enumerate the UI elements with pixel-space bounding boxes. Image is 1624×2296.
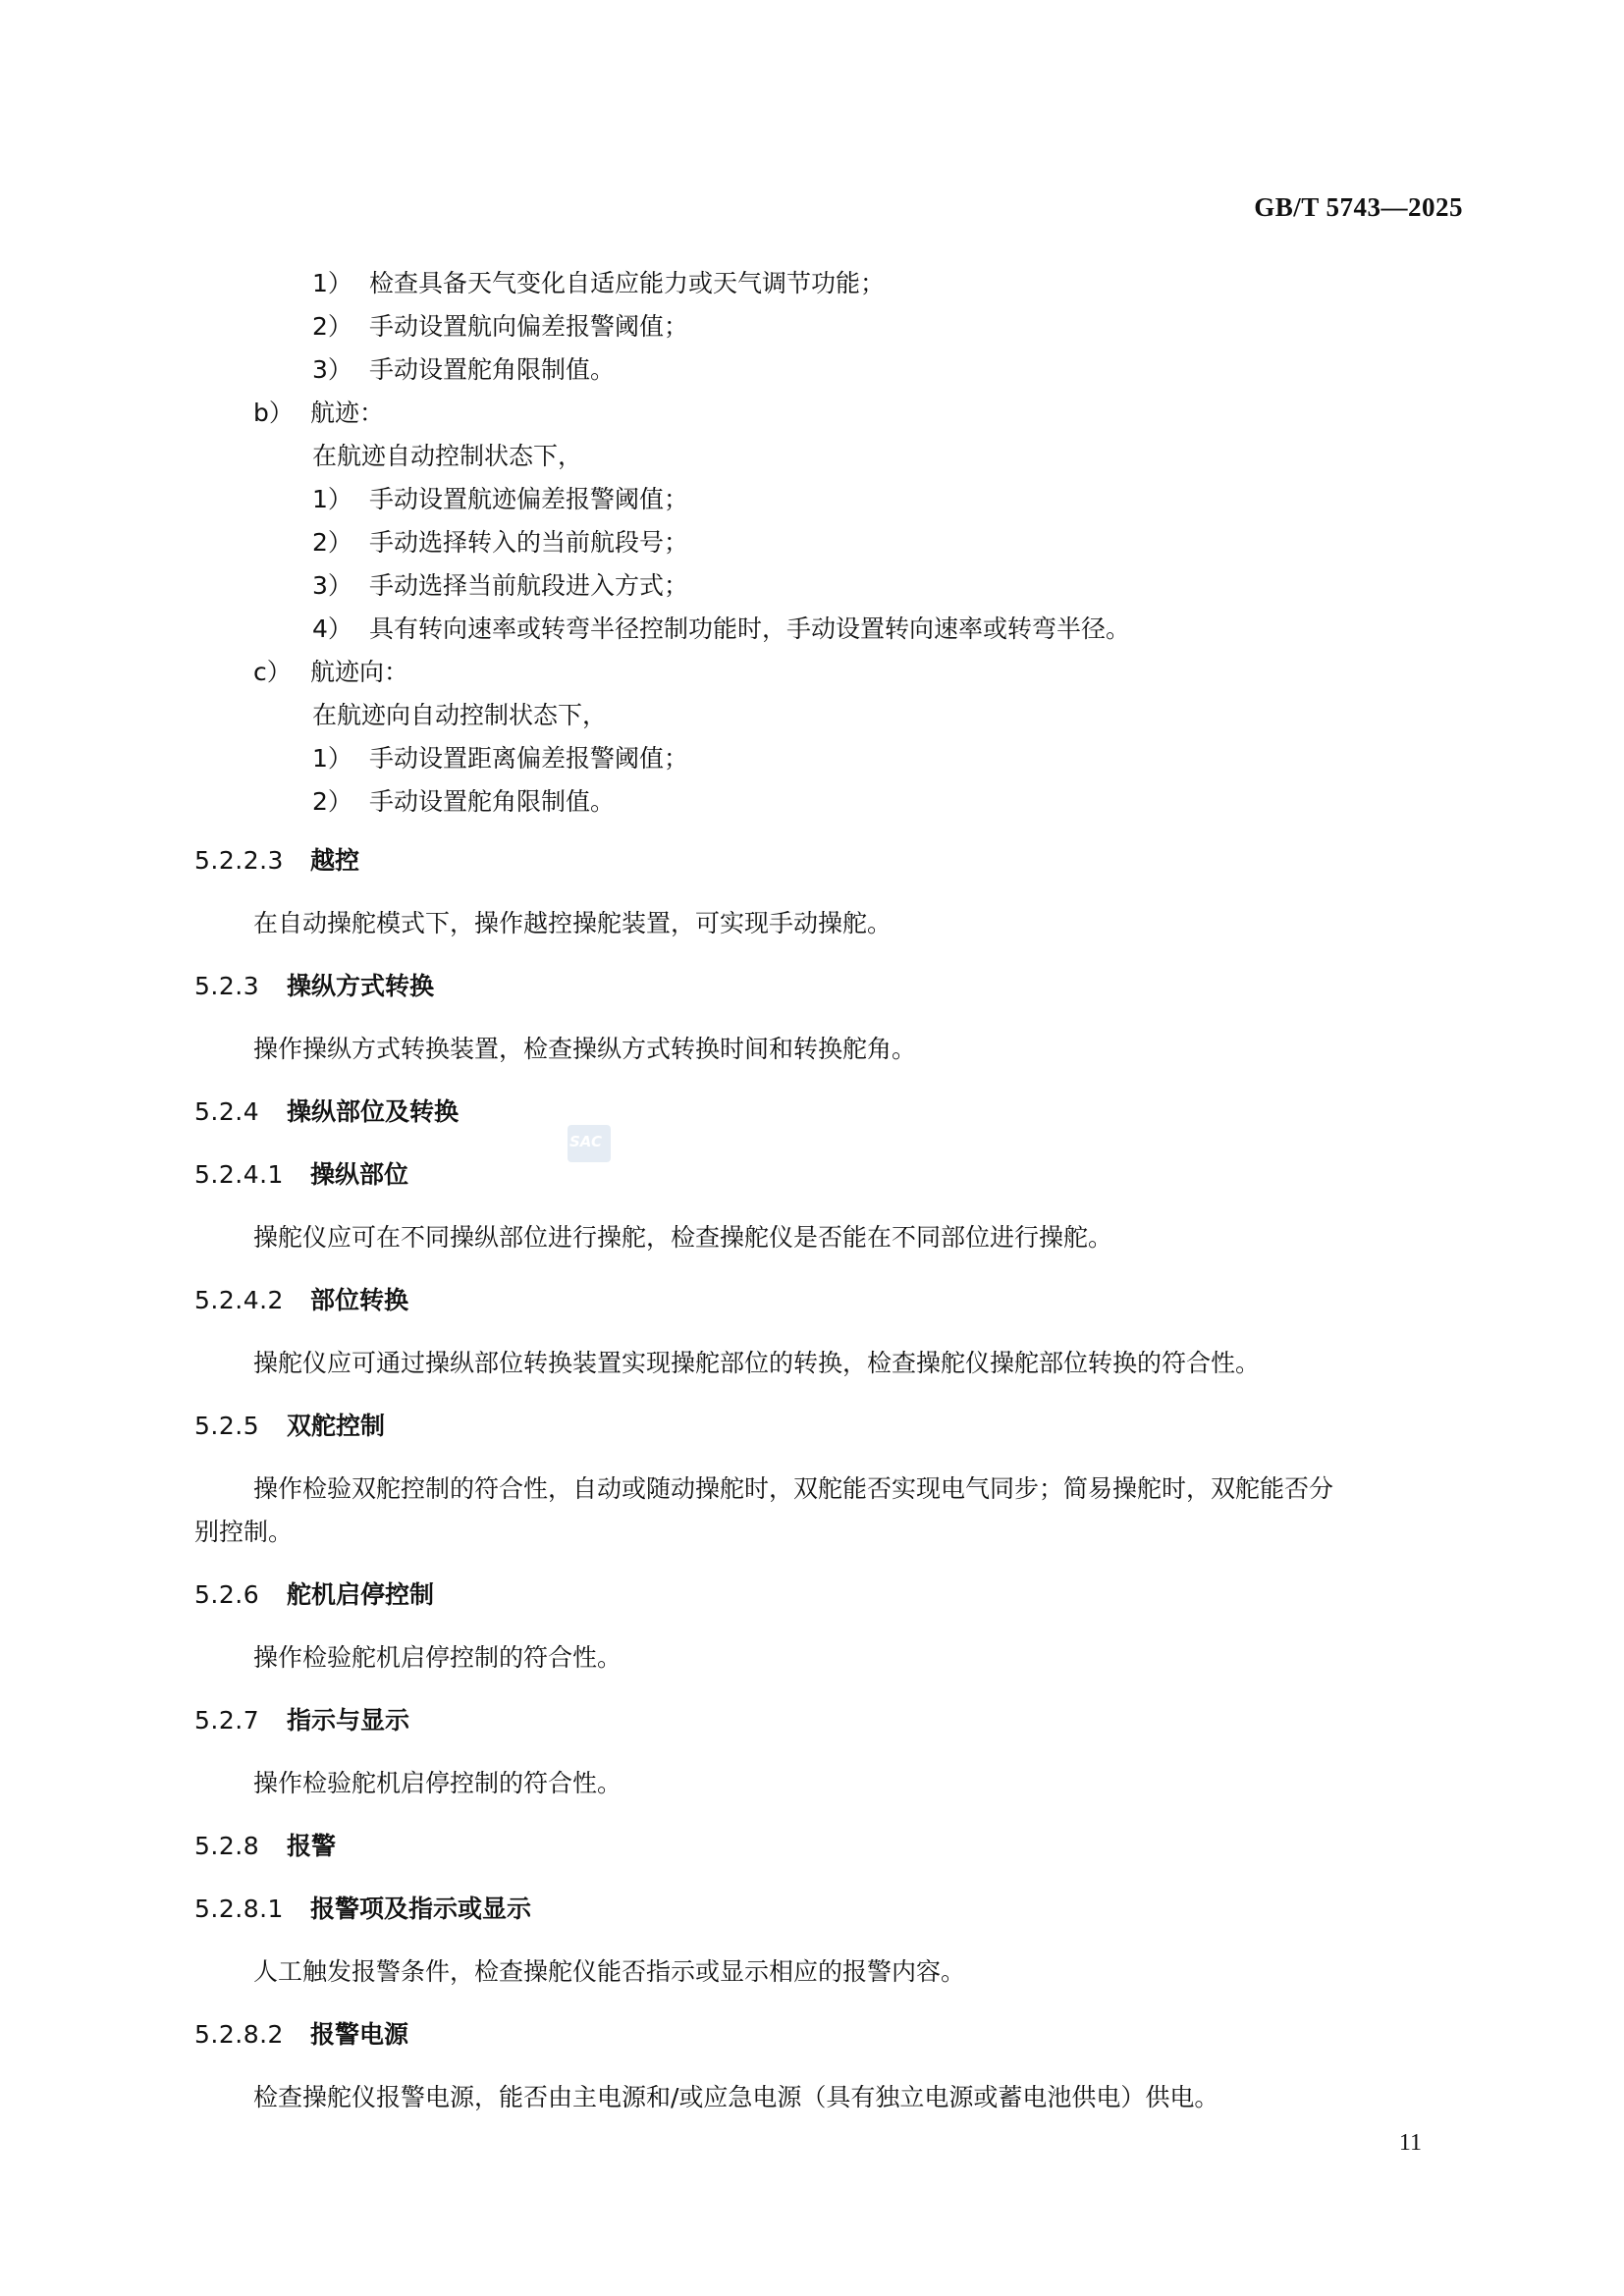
section-number: 5.2.5 — [194, 1412, 260, 1440]
section-title: 越控 — [310, 846, 360, 875]
item-number: 1） — [312, 485, 352, 513]
paragraph: 人工触发报警条件，检查操舵仪能否指示或显示相应的报警内容。 — [253, 1957, 966, 1986]
list-item — [312, 528, 688, 558]
item-text: 手动选择转入的当前航段号； — [369, 528, 689, 557]
item-text: 航迹向： — [310, 658, 409, 686]
item-text: 手动设置航向偏差报警阈值； — [369, 312, 689, 341]
paragraph: 操舵仪应可通过操纵部位转换装置实现操舵部位的转换，检查操舵仪操舵部位转换的符合性。 — [253, 1349, 1261, 1377]
list-item — [312, 355, 615, 385]
paragraph: 操舵仪应可在不同操纵部位进行操舵，检查操舵仪是否能在不同部位进行操舵。 — [253, 1223, 1113, 1252]
item-number: 2） — [312, 528, 352, 557]
item-number: b） — [253, 399, 294, 427]
item-number: 1） — [312, 269, 352, 297]
section-title: 操纵部位 — [310, 1160, 409, 1189]
section-heading — [194, 1580, 434, 1610]
item-text: 手动设置距离偏差报警阈值； — [369, 744, 689, 773]
list-item — [312, 485, 688, 514]
section-heading — [194, 1412, 385, 1441]
section-number: 5.2.8.2 — [194, 2020, 284, 2049]
section-heading — [194, 1097, 459, 1127]
item-number: 2） — [312, 787, 352, 816]
item-text: 航迹： — [310, 399, 385, 427]
section-title: 指示与显示 — [287, 1706, 410, 1735]
page-number: 11 — [1398, 2130, 1422, 2156]
section-heading — [194, 846, 359, 876]
section-number: 5.2.6 — [194, 1580, 260, 1609]
section-title: 舵机启停控制 — [287, 1580, 435, 1609]
section-title: 报警项及指示或显示 — [310, 1895, 532, 1923]
section-number: 5.2.3 — [194, 972, 260, 1000]
section-heading — [194, 972, 434, 1001]
list-item — [312, 571, 688, 601]
section-heading — [194, 1160, 408, 1190]
list-item-c — [253, 658, 408, 687]
paragraph: 在自动操舵模式下，操作越控操舵装置，可实现手动操舵。 — [253, 909, 893, 937]
sac-watermark-logo — [568, 1125, 611, 1162]
list-item — [312, 269, 885, 298]
paragraph: 检查操舵仪报警电源，能否由主电源和/或应急电源（具有独立电源或蓄电池供电）供电。 — [253, 2083, 1219, 2111]
item-number: 3） — [312, 355, 352, 384]
list-item — [312, 614, 1130, 644]
section-title: 报警电源 — [310, 2020, 409, 2049]
list-item — [312, 787, 615, 817]
section-title: 操纵方式转换 — [287, 972, 435, 1000]
item-text: 具有转向速率或转弯半径控制功能时，手动设置转向速率或转弯半径。 — [369, 614, 1131, 643]
list-item — [312, 312, 688, 342]
paragraph-line: 操作检验双舵控制的符合性，自动或随动操舵时，双舵能否实现电气同步；简易操舵时，双舵能否分 — [253, 1474, 1334, 1503]
item-text: 检查具备天气变化自适应能力或天气调节功能； — [369, 269, 886, 297]
item-number: 3） — [312, 571, 352, 600]
item-text: 手动选择当前航段进入方式； — [369, 571, 689, 600]
section-heading — [194, 1706, 409, 1735]
section-heading — [194, 1286, 408, 1315]
item-text: 手动设置舵角限制值。 — [369, 787, 616, 816]
section-number: 5.2.4.2 — [194, 1286, 284, 1314]
section-number: 5.2.7 — [194, 1706, 260, 1735]
section-title: 报警 — [287, 1832, 337, 1860]
standard-number: GB/T 5743—2025 — [1254, 192, 1463, 222]
paragraph-line: 别控制。 — [194, 1518, 294, 1546]
paragraph: 操作检验舵机启停控制的符合性。 — [253, 1769, 623, 1797]
section-number: 5.2.2.3 — [194, 846, 284, 875]
section-title: 双舵控制 — [287, 1412, 386, 1440]
paragraph: 操作操纵方式转换装置，检查操纵方式转换时间和转换舵角。 — [253, 1035, 917, 1063]
watermark-text: SAC — [569, 1133, 602, 1150]
section-number: 5.2.8.1 — [194, 1895, 284, 1923]
section-heading — [194, 1832, 336, 1861]
section-heading — [194, 1895, 531, 1924]
item-number: c） — [253, 658, 292, 686]
item-number: 1） — [312, 744, 352, 773]
item-number: 4） — [312, 614, 352, 643]
item-text: 手动设置航迹偏差报警阈值； — [369, 485, 689, 513]
intro-text: 在航迹自动控制状态下， — [312, 442, 583, 470]
item-text: 手动设置舵角限制值。 — [369, 355, 616, 384]
paragraph: 操作检验舵机启停控制的符合性。 — [253, 1643, 623, 1672]
list-item-b — [253, 399, 384, 428]
section-number: 5.2.4 — [194, 1097, 260, 1126]
list-item — [312, 744, 688, 774]
section-title: 操纵部位及转换 — [287, 1097, 460, 1126]
section-heading — [194, 2020, 408, 2050]
intro-text: 在航迹向自动控制状态下， — [312, 701, 608, 729]
section-number: 5.2.8 — [194, 1832, 260, 1860]
section-title: 部位转换 — [310, 1286, 409, 1314]
section-number: 5.2.4.1 — [194, 1160, 284, 1189]
item-number: 2） — [312, 312, 352, 341]
